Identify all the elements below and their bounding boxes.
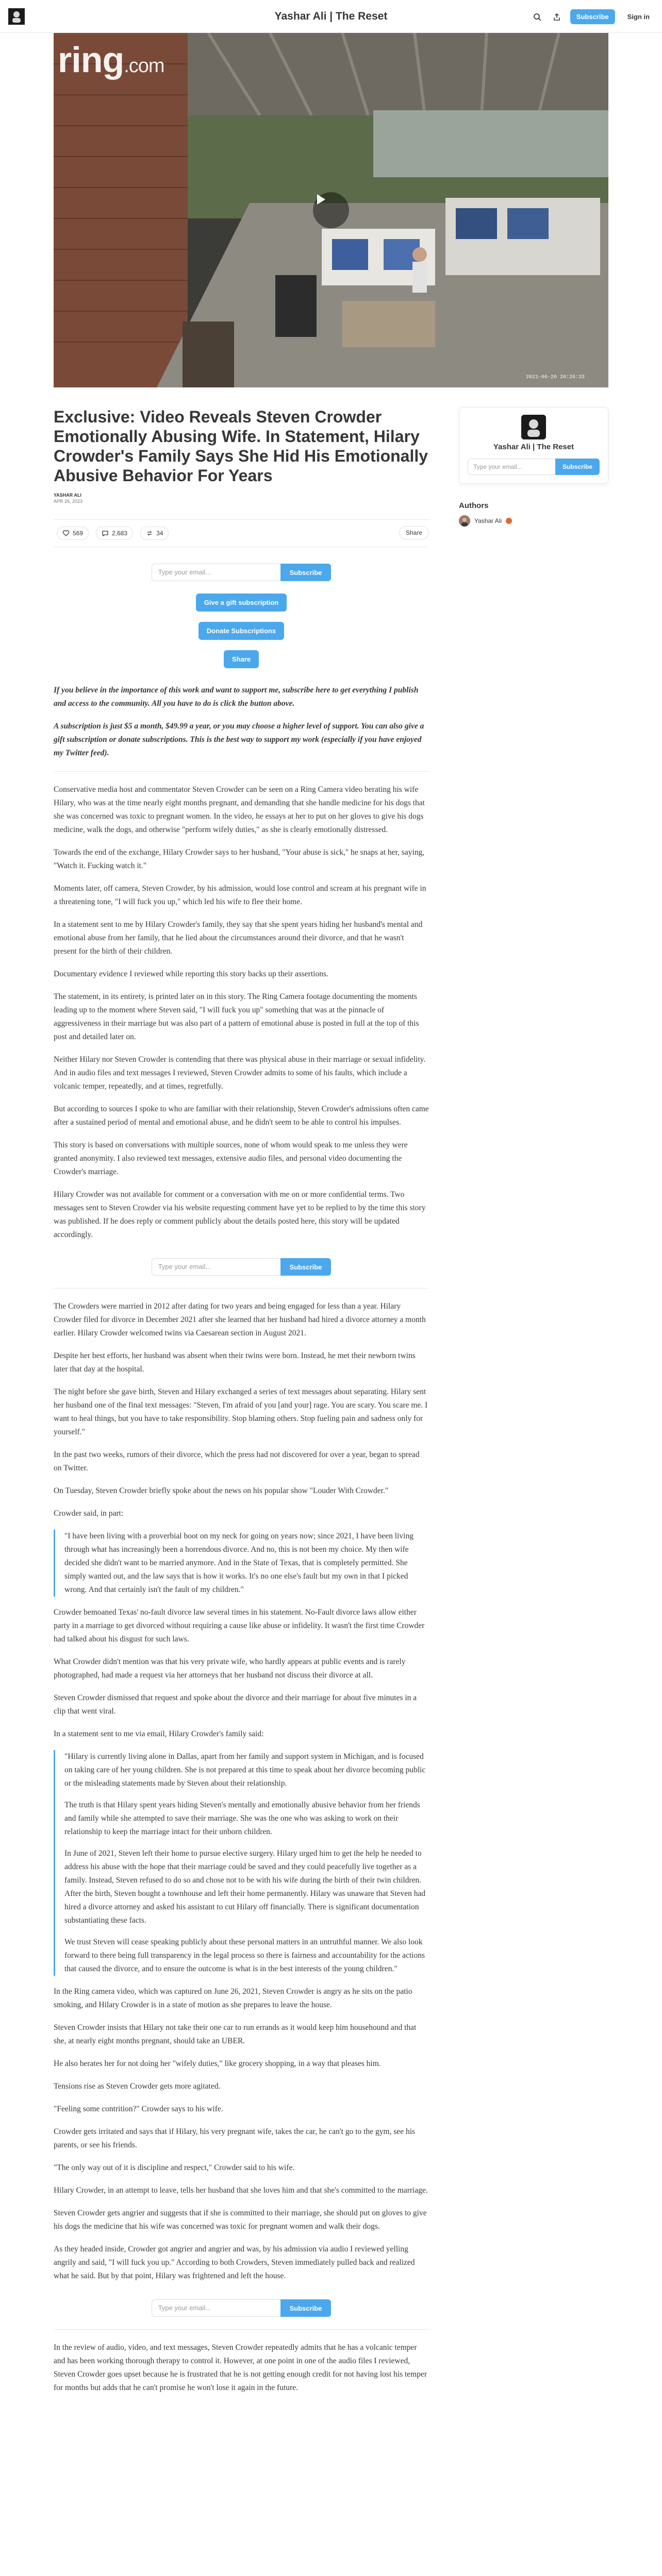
paragraph: Neither Hilary nor Steven Crowder is contending that there was physical abuse in their marriage or sexual infidelity. And in audio files and text messages I reviewed, Steven Crowder admits to some of his faults, which include a volcanic temper, repeatedly, and at times, regretfully. <box>54 1055 426 1091</box>
sidebar-subscribe-button[interactable]: Subscribe <box>555 459 600 475</box>
ring-watermark: ring.com <box>58 40 164 80</box>
paragraph: Conservative media host and commentator Steven Crowder can be seen on a Ring Camera video berating his wife Hilary, who was at the time nearly eight months pregnant, and demanding that she handle medicine for his dogs that she was concerned was toxic to pregnant women. In the video, he essays at her to put on her gloves to give his dogs medicine, walk the dogs, and otherwise "perform wifely duties," as she is clearly emotionally distressed. <box>54 785 425 834</box>
paragraph: Steven Crowder insists that Hilary not take their one car to run errands as it would keep him househound and that she, at nearly eight months pregnant, should take an UBER. <box>54 2023 417 2045</box>
paragraph: Crowder gets irritated and says that if Hilary, his very pregnant wife, takes the car, he can't go to the gym, see his parents, or see his friends. <box>54 2127 416 2149</box>
play-icon <box>313 192 327 207</box>
quote-paragraph: The truth is that Hilary spent years hiding Steven's mentally and emotionally abusive behavior from her friends and family while she attempted to save their marriage. She was the one who was asking to work on their relationship to keep the marriage intact for their unborn children. <box>64 1801 420 1836</box>
sidebar-subscribe-form <box>466 459 602 475</box>
donate-subscriptions-button[interactable]: Donate Subscriptions <box>198 622 284 640</box>
paragraph: Steven Crowder dismissed that request and spoke about the divorce and their marriage for about five minutes in a clip that went viral. <box>54 1693 417 1716</box>
paragraph: In the past two weeks, rumors of their divorce, which the press had not discovered for over a year, began to spread on Twitter. <box>54 1450 420 1472</box>
divider <box>54 2329 429 2330</box>
subscription-note: A subscription is just $5 a month, $49.99 a year, or you may choose a higher level of support. You can also give a gift subscription or donate subscriptions. This is the best way to support my work (especially if you have enjoyed my Twitter feed). <box>54 722 424 757</box>
post-action-bar <box>54 519 429 547</box>
restack-count: 34 <box>156 530 163 537</box>
share-button[interactable]: Share <box>399 526 429 539</box>
article-body <box>54 407 429 2404</box>
restack-icon <box>146 530 153 537</box>
paragraph: Hilary Crowder, in an attempt to leave, tells her husband that she loves him and that she's committed to the marriage. <box>54 2186 428 2195</box>
heart-icon <box>62 530 70 537</box>
share-cta-button[interactable]: Share <box>224 650 259 668</box>
paragraph: Crowder bemoaned Texas' no-fault divorce law several times in his statement. No-Fault divorce laws allow either party in a marriage to get divorced without requiring a cause like abuse or infidelity. It wasn't the first time Crowder had talked about his disgust for such laws. <box>54 1608 425 1643</box>
paragraph: But according to sources I spoke to who are familiar with their relationship, Steven Crowder's admissions often came after a sustained period of mental and emotional abuse, and he didn't seem to be able to control his impulses. <box>54 1105 429 1127</box>
paragraph: The night before she gave birth, Steven and Hilary exchanged a series of text messages about separating. Hilary sent her husband one of the final text messages: "Steven, I'm afraid of you [and your] rage. You are scary. You scare me. I want to heal things, but you have to take responsibility. Stop blaming others. Stop fueling pain and sadness only for yourself." <box>54 1387 428 1436</box>
subscribe-form-button[interactable]: Subscribe <box>280 564 332 581</box>
quote-paragraph: In June of 2021, Steven left their home to pursue elective surgery. Hilary urged him to get the help he needed to address his abuse with the hope that their marriage could be saved and they could peacefully live together as a family. Instead, Steven refused to do so and chose not to be with his wife during the birth of their twin children. After the birth, Steven bought a townhouse and left their home permanently. Hilary was unaware that Steven had hired a divorce attorney and asked his assistant to cut Hilary off financially. There is significant documentation substantiating these facts. <box>64 1849 426 1925</box>
quote-paragraph: "Hilary is currently living alone in Dallas, apart from her family and support system in Michigan, and is focused on taking care of her young children. She is not prepared at this time to speak about her divorce becoming public or the misleading statements made by Steven about their relationship. <box>64 1752 426 1788</box>
publication-logo[interactable] <box>521 415 546 439</box>
paragraph: "Feeling some contrition?" Crowder says to his wife. <box>54 2105 223 2113</box>
publication-name[interactable]: Yashar Ali | The Reset <box>274 10 388 22</box>
paragraph: As they headed inside, Crowder got angrier and angrier and was, by his admission via audio I reviewed yelling angrily and said, "I will fuck you up." According to both Crowders, Steven immediately pulled back and realized what he said. But by that point, Hilary was frightened and left the house. <box>54 2245 415 2280</box>
paragraph-group-b <box>54 1300 429 1520</box>
paragraph: Hilary Crowder was not available for comment or a conversation with me on or more confidential terms. Two messages sent to Steven Crowder via his website requesting comment have yet to be replied to by the time this story was published. If he does reply or comment publicly about the details posted here, this story will be updated accordingly. <box>54 1190 426 1239</box>
avatar <box>459 515 470 527</box>
restack-button[interactable] <box>140 527 169 540</box>
paragraph: This story is based on conversations with multiple sources, none of whom would speak to me unless they were granted anonymity. I also reviewed text messages, extensive audio files, and personal video documenting the Crowder's marriage. <box>54 1141 408 1176</box>
paragraph: In a statement sent to me via email, Hilary Crowder's family said: <box>54 1730 264 1738</box>
paragraph-group-d <box>54 1985 429 2283</box>
paragraph: In the review of audio, video, and text messages, Steven Crowder repeatedly admits that he has a volcanic temper and has been working thorough therapy to control it. However, at one point in one of the audio files I reviewed, Steven Crowder goes upset because he is frustrated that he is not getting enough credit for not having lost his temper for months but adds that he can't promise he won't lose it again in the future. <box>54 2343 427 2392</box>
paragraph: Moments later, off camera, Steven Crowder, by his admission, would lose control and scream at his pregnant wife in a threatening tone, "I will fuck you up," which led his wife to flee their home. <box>54 884 426 906</box>
email-input[interactable]: Type your email... <box>152 564 280 581</box>
subscribe-form-mid <box>54 1258 429 1276</box>
paragraph: The Crowders were married in 2012 after dating for two years and being engaged for less than a year. Hilary Crowder filed for divorce in December 2021 after she learned that her husband had hired a divorce attorney a month earlier. Hilary Crowder welcomed twins via Caesarean section in August 2021. <box>54 1302 426 1337</box>
gift-subscription-button[interactable]: Give a gift subscription <box>196 594 287 612</box>
sidebar-subscribe-card <box>459 407 608 484</box>
comment-count: 2,683 <box>112 530 128 537</box>
sidebar <box>459 407 608 527</box>
blockquote-family-statement <box>54 1750 429 1976</box>
comment-button[interactable] <box>96 527 133 540</box>
subscribe-form-button[interactable]: Subscribe <box>280 1258 332 1276</box>
paragraph-group-e <box>54 2341 429 2395</box>
paragraph: In a statement sent to me by Hilary Crowder's family, they say that she spent years hiding her husband's mental and emotional abuse from her family, that he lied about the circumstances around their divorce, and that he wasn't present for the birth of their children. <box>54 920 423 956</box>
sidebar-publication-name[interactable]: Yashar Ali | The Reset <box>493 443 574 451</box>
paragraph: Despite her best efforts, her husband was absent when their twins were born. Instead, he met their newborn twins later that day at the hospital. <box>54 1351 416 1374</box>
article-title: Exclusive: Video Reveals Steven Crowder Emotionally Abusing Wife. In Statement, Hilary Crowder's Family Says She Hid His Emotionally Abusive Behavior For Years <box>54 408 428 485</box>
play-button[interactable] <box>313 192 349 228</box>
share-arrow-icon[interactable] <box>551 11 563 23</box>
paragraph-group-c <box>54 1606 429 1741</box>
email-input[interactable]: Type your email... <box>152 2299 280 2317</box>
paragraph-group-a <box>54 783 429 1242</box>
paragraph: Crowder said, in part: <box>54 1509 124 1518</box>
paragraph: What Crowder didn't mention was that his very private wife, who hardly appears at public events and is rarely photographed, had made a request via her attorneys that her husband not discuss their divorce at all. <box>54 1657 406 1680</box>
paragraph: "The only way out of it is discipline and respect," Crowder said to his wife. <box>54 2163 295 2172</box>
divider <box>54 1288 429 1289</box>
paragraph: In the Ring camera video, which was captured on June 26, 2021, Steven Crowder is angry as he sits on the patio smoking, and Hilary Crowder is in a state of motion as she prepares to leave the house. <box>54 1987 412 2009</box>
top-bar <box>0 0 662 33</box>
author-name[interactable]: YASHAR ALI <box>54 493 81 498</box>
paragraph: Towards the end of the exchange, Hilary Crowder says to her husband, "Your abuse is sick," he snaps at her, saying, "Watch it. Fucking watch it." <box>54 848 425 870</box>
ring-camera-video[interactable] <box>54 33 608 387</box>
like-count: 569 <box>73 530 84 537</box>
paragraph: Tensions rise as Steven Crowder gets more agitated. <box>54 2082 221 2091</box>
publish-date: APR 26, 2023 <box>54 499 83 504</box>
camera-timestamp: 2021-06-26 20:26:33 <box>525 375 585 380</box>
subscribe-form <box>54 564 429 581</box>
like-button[interactable] <box>57 527 89 540</box>
paragraph: Documentary evidence I reviewed while reporting this story backs up their assertions. <box>54 970 328 978</box>
paragraph: The statement, in its entirety, is printed later on in this story. The Ring Camera footage documenting the moments leading up to the moment where Steven said, "I will fuck you up" something that was at the pinnacle of aggressiveness in their marriage but was also part of a pattern of emotional abuse is posted in full at the top of this post and detailed later on. <box>54 992 419 1041</box>
subscribe-button[interactable]: Subscribe <box>570 9 615 24</box>
blockquote-crowder <box>54 1530 429 1597</box>
paragraph: On Tuesday, Steven Crowder briefly spoke about the news on his popular show "Louder With Crowder." <box>54 1486 389 1495</box>
authors-heading: Authors <box>459 501 489 510</box>
sidebar-email-input[interactable]: Type your email... <box>468 459 555 475</box>
author-item[interactable] <box>459 515 608 527</box>
paragraph: Steven Crowder gets angrier and suggests that if she is committed to their marriage, she should put on gloves to give his dogs the medicine that his wife was concerned was toxic for pregnant women and walk their dogs. <box>54 2209 427 2231</box>
paragraph: He also berates her for not doing her "wifely duties," like grocery shopping, in a way that pleases him. <box>54 2059 381 2068</box>
support-note: If you believe in the importance of this work and want to support me, subscribe here to get everything I publish and access to the community. All you have to do is click the button above. <box>54 686 419 708</box>
sign-in-button[interactable]: Sign in <box>622 9 655 24</box>
subscriber-badge-icon <box>506 518 512 524</box>
byline <box>54 493 429 504</box>
divider <box>54 771 429 772</box>
publication-logo-icon <box>521 415 546 439</box>
quote-paragraph: We trust Steven will cease speaking publicly about these personal matters in an untruthful manner. We also look forward to there being full transparency in the legal process so there is fairness and accountability for the actions that caused the divorce, and to ensure the outcome is what is in the best interests of the young children." <box>64 1938 425 1973</box>
author-item-name: Yashar Ali <box>474 517 502 524</box>
search-icon[interactable] <box>531 11 543 23</box>
quote-paragraph: "I have been living with a proverbial boot on my neck for going on years now; since 2021, I have been living through what has increasingly been a horrendous divorce. And no, this is not been my choice. My then wife decided she didn't want to be married anymore. And in the State of Texas, that is completely permitted. She simply wanted out, and the law says that is how it works. It's no one else's fault but my own in that I picked wrong. And that certainly isn't the fault of my children." <box>64 1532 413 1594</box>
email-input[interactable]: Type your email... <box>152 1258 280 1276</box>
comment-icon <box>102 530 109 537</box>
subscribe-form-button[interactable]: Subscribe <box>280 2299 332 2317</box>
subscribe-form-bottom <box>54 2299 429 2317</box>
